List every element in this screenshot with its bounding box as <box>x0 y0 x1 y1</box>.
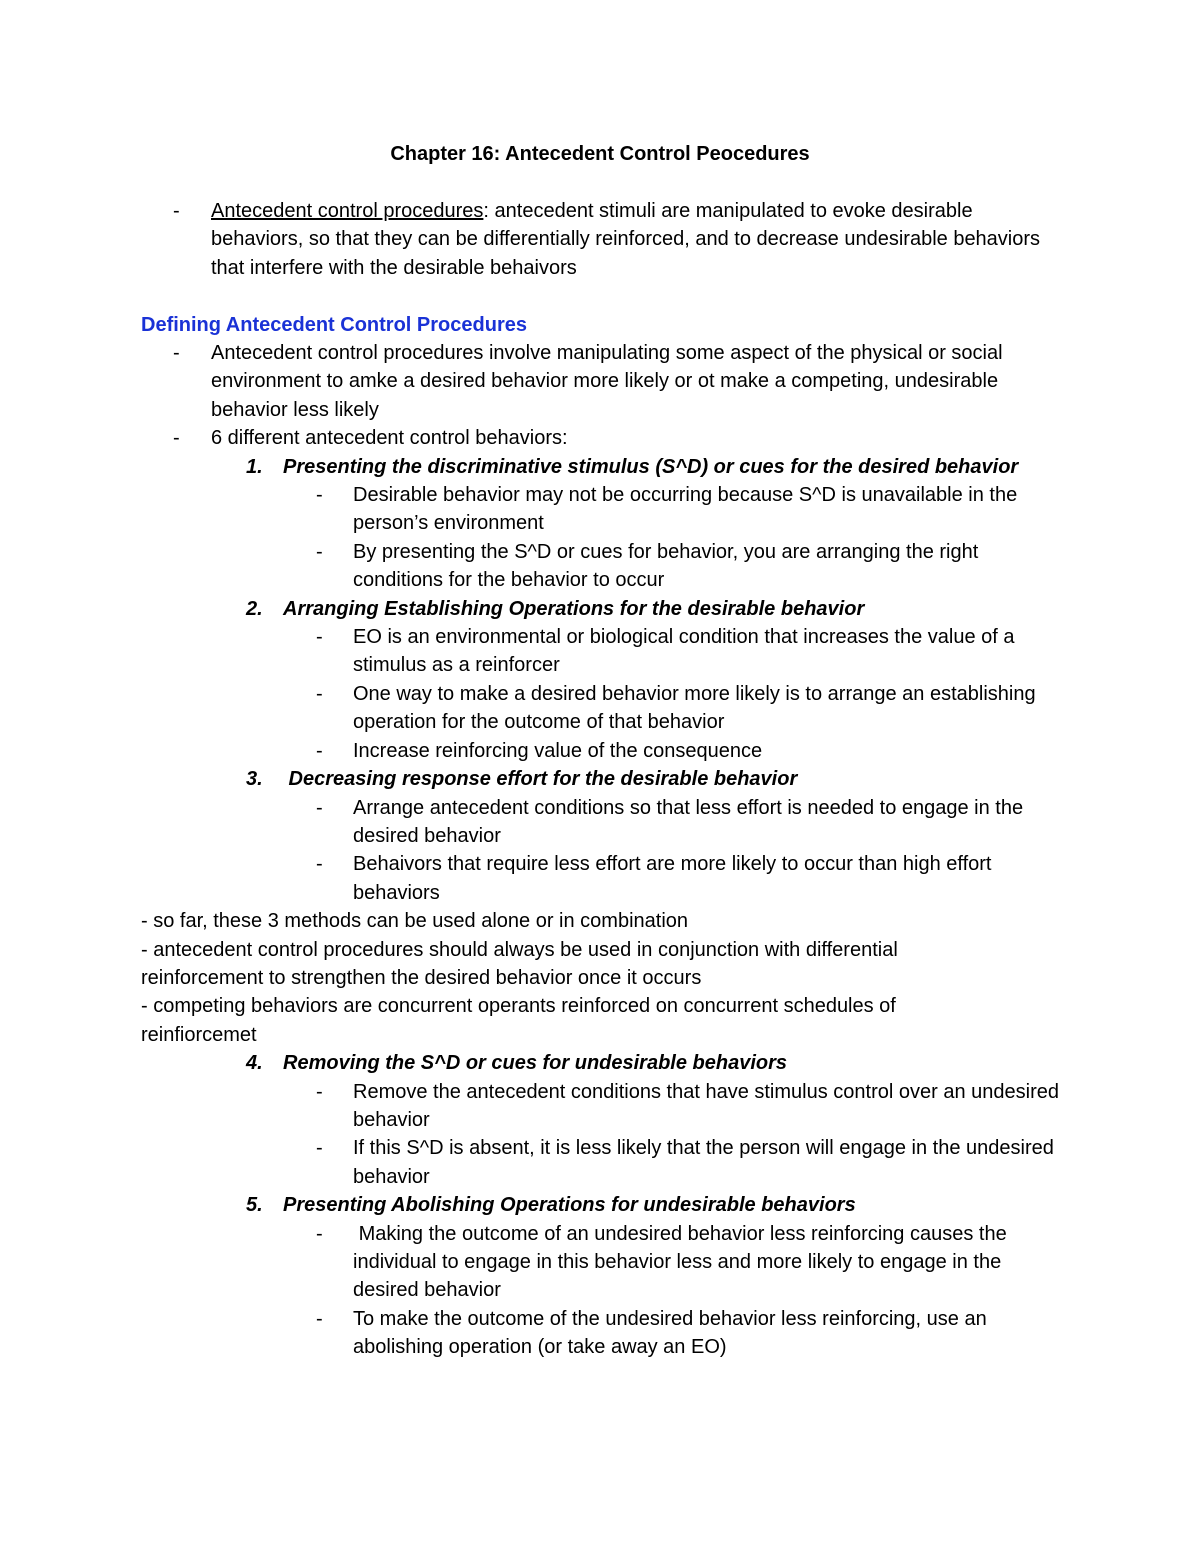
list-item: - Arrange antecedent conditions so that less effort is needed to engage in the desired behavior <box>316 796 1024 847</box>
page-title: Chapter 16: Antecedent Control Peocedures <box>390 143 810 165</box>
list-item: - Remove the antecedent conditions that have stimulus control over an undesired behavior <box>316 1080 1059 1131</box>
method-heading-4: 4. Removing the S^D or cues for undesirable behaviors <box>246 1052 788 1075</box>
note-line: - so far, these 3 methods can be used alone or in combination <box>141 910 689 933</box>
definition-text: antecedent stimuli are manipulated to evoke desirable behaviors, so that they can be differentially reinforced, and to decrease undesirable behaviors that interfere with the desirable behaivors <box>211 200 1041 279</box>
list-item: - If this S^D is absent, it is less likely that the person will engage in the undesired behavior <box>316 1137 1054 1188</box>
note-line: - competing behaviors are concurrent operants reinforced on concurrent schedules of reinfiorcemet <box>141 995 896 1046</box>
method-heading-2: 2. Arranging Establishing Operations for the desirable behavior <box>246 597 865 620</box>
list-item: - Making the outcome of an undesired behavior less reinforcing causes the individual to engage in this behavior less and more likely to engage in the desired behavior <box>316 1222 1013 1302</box>
method-heading-3: 3. Decreasing response effort for the desirable behavior <box>246 768 798 791</box>
list-item: - Antecedent control procedures: antecedent stimuli are manipulated to evoke desirable behaviors, so that they can be differentially reinforced, and to decrease undesirable behaviors that interfere with the desirable behaivors <box>0 197 1200 282</box>
list-item: - Increase reinforcing value of the consequence <box>316 739 763 762</box>
list-item: - One way to make a desired behavior more likely is to arrange an establishing operation for the outcome of that behavior <box>316 682 1036 734</box>
method-heading-5: 5. Presenting Abolishing Operations for undesirable behaviors <box>246 1194 856 1217</box>
note-line: - antecedent control procedures should always be used in conjunction with differential reinforcement to strengthen the desired behavior once it occurs <box>141 938 898 989</box>
list-item: - To make the outcome of the undesired behavior less reinforcing, use an abolishing operation (or take away an EO) <box>316 1307 987 1359</box>
list-item: - By presenting the S^D or cues for behavior, you are arranging the right conditions for the behavior to occur <box>316 540 979 592</box>
method-heading-1: 1. Presenting the discriminative stimulus (S^D) or cues for the desired behavior <box>246 455 1019 478</box>
defined-term: Antecedent control procedures <box>211 200 484 222</box>
intro-definition <box>0 197 1200 282</box>
section-heading: Defining Antecedent Control Procedures <box>141 314 527 336</box>
list-item: - 6 different antecedent control behaviors: <box>173 427 568 450</box>
list-item: - Desirable behavior may not be occurring because S^D is unavailable in the person’s environment <box>316 484 1018 535</box>
list-item: - Antecedent control procedures involve manipulating some aspect of the physical or social environment to amke a desired behavior more likely or ot make a competing, undesirable behavior less likely <box>173 342 1003 421</box>
list-item: - EO is an environmental or biological condition that increases the value of a stimulus as a reinforcer <box>316 626 1015 677</box>
list-item: - Behaivors that require less effort are more likely to occur than high effort behaviors <box>316 853 992 904</box>
bullet-dash: - <box>173 200 180 222</box>
section-bullets <box>0 339 1200 1362</box>
